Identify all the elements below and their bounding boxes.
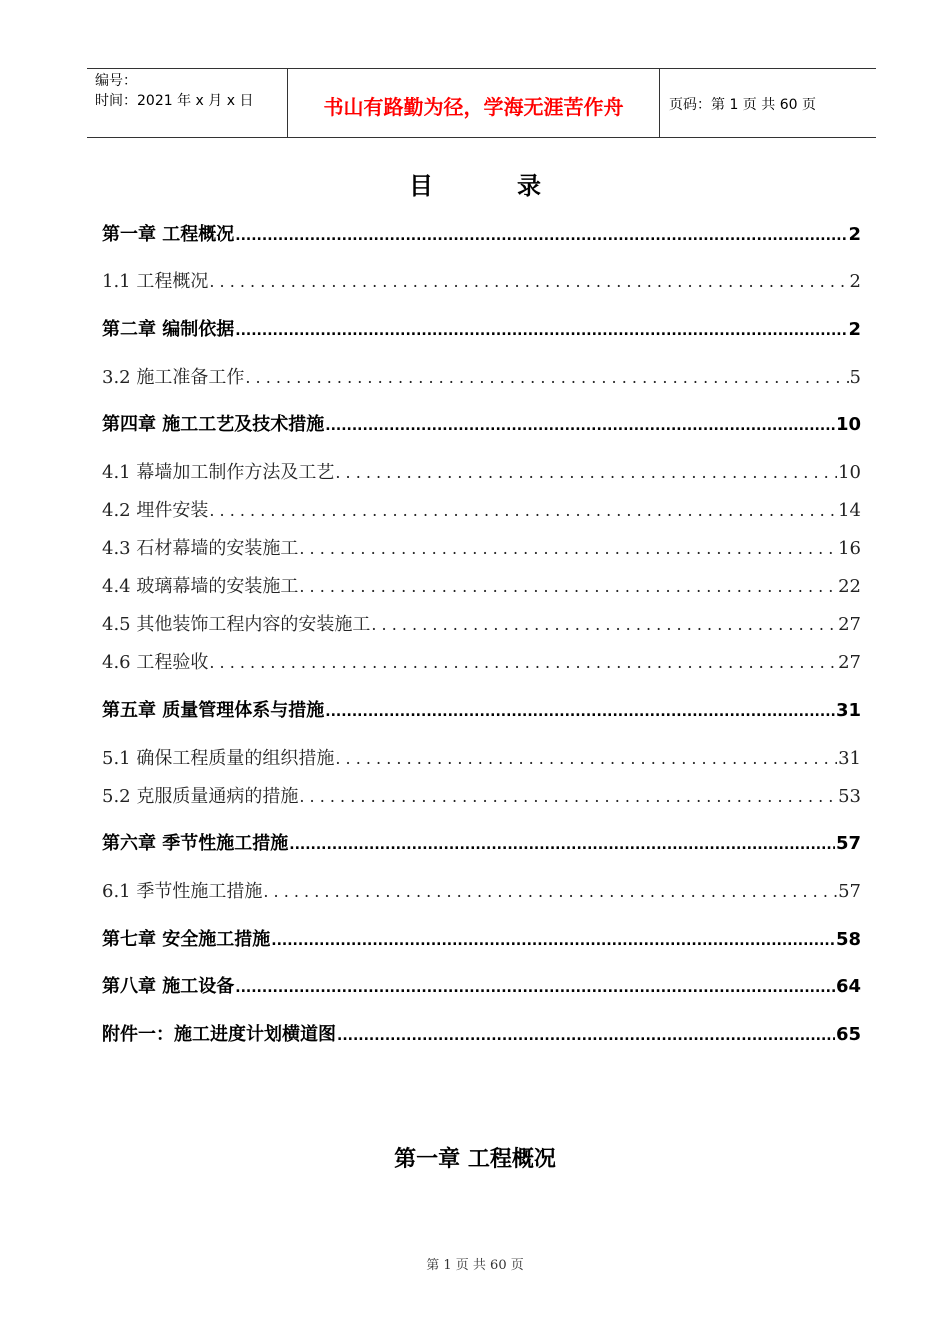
toc-entry-section-3-2[interactable] (102, 363, 861, 389)
toc-leader-dots (335, 748, 837, 769)
toc-entry-section-4-1[interactable] (102, 458, 861, 484)
toc-leader-dots (235, 224, 847, 245)
toc-leader-dots (271, 929, 835, 950)
header-page-info: 页码：第 1 页 共 60 页 (669, 97, 816, 113)
toc-entry-page: 14 (838, 500, 861, 521)
toc-leader-dots (209, 500, 837, 521)
toc-entry-text: 4.5 其他装饰工程内容的安装施工 (102, 614, 371, 635)
toc-entry-page: 64 (835, 976, 861, 997)
toc-entry-text: 5.1 确保工程质量的组织措施 (102, 748, 335, 769)
toc-entry-section-5-2[interactable] (102, 782, 861, 808)
header-number-label: 编号： (95, 73, 137, 89)
toc-entry-appendix-1[interactable] (102, 1020, 861, 1046)
toc-entry-page: 65 (835, 1024, 861, 1045)
toc-entry-text: 3.2 施工准备工作 (102, 367, 245, 388)
toc-title (0, 166, 950, 201)
toc-entry-page: 22 (838, 576, 861, 597)
toc-entry-page: 10 (838, 462, 861, 483)
toc-entry-page: 16 (838, 538, 861, 559)
toc-entry-text: 第一章 工程概况 (102, 224, 235, 245)
toc-entry-chapter-8[interactable] (102, 972, 861, 998)
toc-entry-text: 1.1 工程概况 (102, 271, 209, 292)
toc-entry-page: 53 (838, 786, 861, 807)
toc-entry-text: 4.2 埋件安装 (102, 500, 209, 521)
toc-leader-dots (245, 367, 848, 388)
toc-entry-text: 4.3 石材幕墙的安装施工 (102, 538, 299, 559)
toc-leader-dots (335, 462, 837, 483)
toc-entry-page: 2 (849, 271, 861, 292)
toc-entry-text: 第七章 安全施工措施 (102, 929, 271, 950)
toc-entry-section-4-4[interactable] (102, 572, 861, 598)
toc-entry-page: 31 (838, 748, 861, 769)
toc-entry-page: 10 (835, 414, 861, 435)
toc-entry-text: 附件一：施工进度计划横道图 (102, 1024, 336, 1045)
page-footer: 第 1 页 共 60 页 (426, 1258, 524, 1273)
toc-title-right: 录 (517, 172, 541, 200)
toc-entry-text: 第四章 施工工艺及技术措施 (102, 414, 325, 435)
toc-leader-dots (263, 881, 837, 902)
toc-entry-section-1-1[interactable] (102, 267, 861, 293)
toc-entry-text: 第六章 季节性施工措施 (102, 833, 289, 854)
toc-leader-dots (289, 833, 835, 854)
toc-entry-chapter-6[interactable] (102, 829, 861, 855)
toc-entry-page: 58 (835, 929, 861, 950)
toc-leader-dots (235, 319, 847, 340)
toc-entry-page: 31 (835, 700, 861, 721)
toc-entry-page: 2 (848, 319, 861, 340)
toc-entry-page: 2 (848, 224, 861, 245)
toc-entry-section-4-5[interactable] (102, 610, 861, 636)
toc-title-left: 目 (409, 172, 433, 200)
toc-entry-chapter-5[interactable] (102, 696, 861, 722)
toc-entry-chapter-4[interactable] (102, 410, 861, 436)
toc-leader-dots (299, 576, 837, 597)
toc-leader-dots (299, 538, 837, 559)
toc-entry-text: 第五章 质量管理体系与措施 (102, 700, 325, 721)
toc-leader-dots (299, 786, 837, 807)
toc-leader-dots (371, 614, 837, 635)
toc-entry-section-4-2[interactable] (102, 496, 861, 522)
toc-entry-chapter-2[interactable] (102, 315, 861, 341)
toc-entry-section-4-3[interactable] (102, 534, 861, 560)
toc-leader-dots (209, 652, 837, 673)
toc-entry-text: 5.2 克服质量通病的措施 (102, 786, 299, 807)
toc-entry-page: 5 (849, 367, 861, 388)
toc-entry-text: 第二章 编制依据 (102, 319, 235, 340)
header-motto: 书山有路勤为径，学海无涯苦作舟 (287, 69, 660, 137)
toc-leader-dots (235, 976, 835, 997)
toc-entry-text: 4.1 幕墙加工制作方法及工艺 (102, 462, 335, 483)
toc-entry-page: 27 (838, 652, 861, 673)
toc-entry-chapter-1[interactable] (102, 220, 861, 246)
header-meta (87, 69, 287, 137)
toc-entry-chapter-7[interactable] (102, 925, 861, 951)
toc-entry-page: 57 (835, 833, 861, 854)
toc-leader-dots (325, 700, 835, 721)
toc-entry-text: 6.1 季节性施工措施 (102, 881, 263, 902)
toc-entry-section-4-6[interactable] (102, 648, 861, 674)
toc-leader-dots (209, 271, 848, 292)
toc-entry-text: 4.6 工程验收 (102, 652, 209, 673)
page-header (87, 68, 876, 138)
toc-entry-page: 27 (838, 614, 861, 635)
toc-entry-section-5-1[interactable] (102, 744, 861, 770)
chapter-heading: 第一章 工程概况 (394, 1147, 556, 1172)
toc-entry-section-6-1[interactable] (102, 877, 861, 903)
toc-entry-text: 第八章 施工设备 (102, 976, 235, 997)
toc-leader-dots (337, 1024, 835, 1045)
toc-entry-text: 4.4 玻璃幕墙的安装施工 (102, 576, 299, 597)
toc-leader-dots (325, 414, 835, 435)
header-time-label: 时间：2021 年 x 月 x 日 (95, 93, 254, 109)
toc-entry-page: 57 (838, 881, 861, 902)
